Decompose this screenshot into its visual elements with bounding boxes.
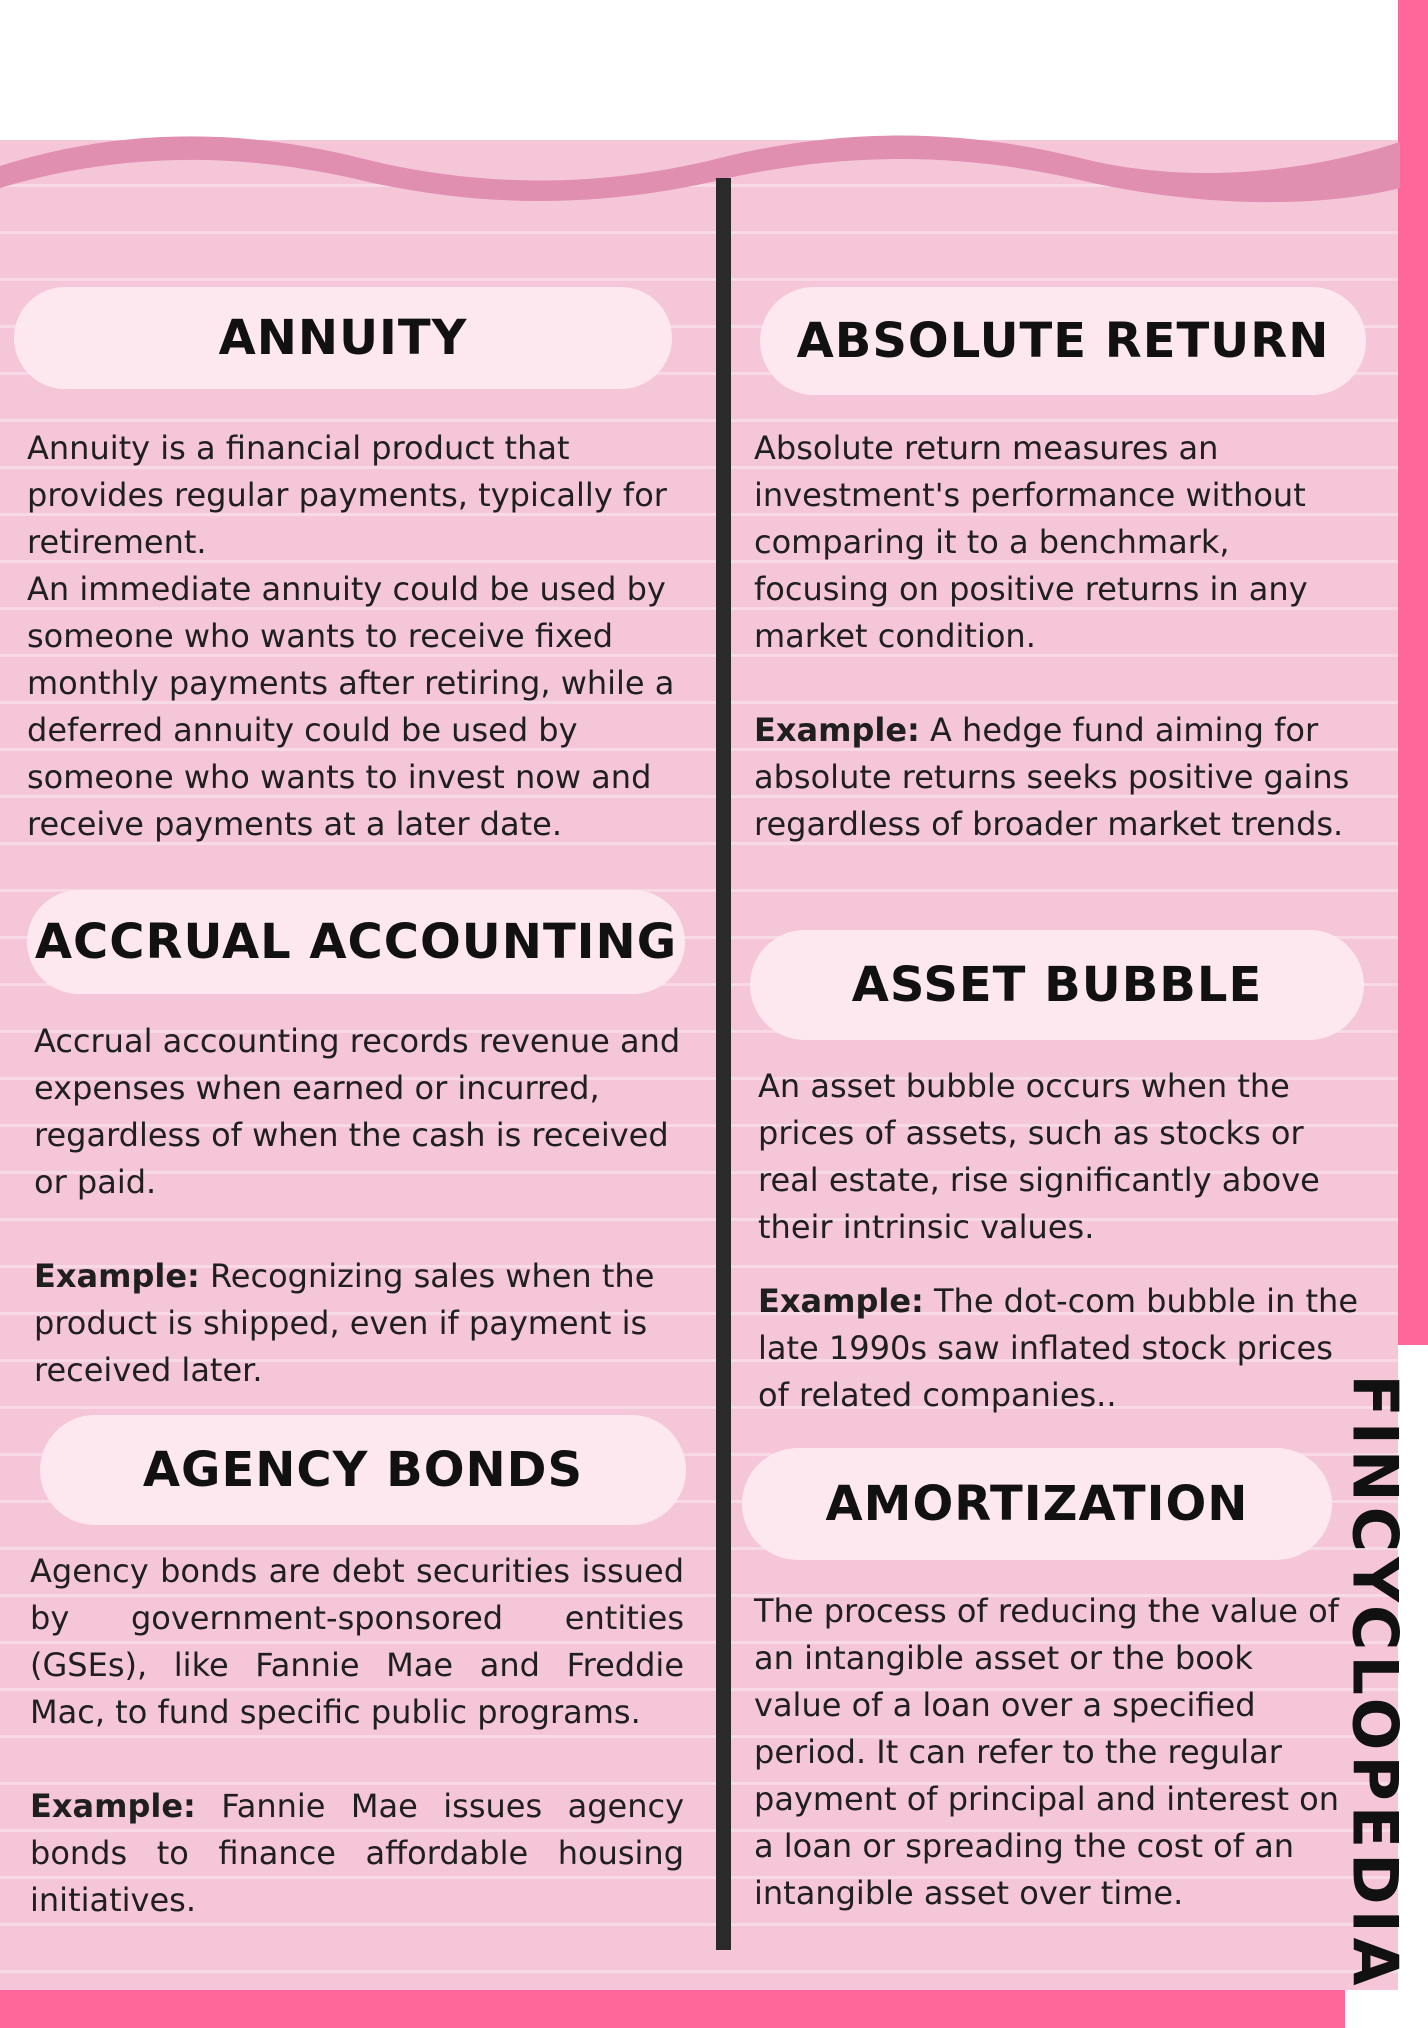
brand-text: FINCYCLOPEDIA [1338,1373,1412,1991]
asset-bubble-definition: An asset bubble occurs when the prices of assets, such as stocks or real estate, rise significantly above their intrinsic values. [758,1067,1320,1246]
absolute-return-example [754,707,1364,848]
asset-bubble-example-text: The dot-com bubble in the late 1990s saw inflated stock prices of related companies.. [758,1282,1358,1414]
agency-example-text: Fannie Mae issues agency bonds to finance affordable housing initiatives. [30,1787,685,1919]
agency-bonds-heading: AGENCY BONDS [40,1415,686,1525]
annuity-definition: Annuity is a financial product that provides regular payments, typically for retirement. [27,429,667,561]
accrual-example-text: Recognizing sales when the product is shipped, even if payment is received later. [34,1257,655,1389]
asset-bubble-heading: ASSET BUBBLE [750,930,1364,1040]
annuity-detail: An immediate annuity could be used by someone who wants to receive fixed monthly payments after retiring, while a deferred annuity could be used by someone who wants to invest now and receive payments at a later date. [27,570,675,843]
absolute-return-body [754,425,1364,848]
asset-bubble-example [758,1278,1358,1419]
asset-bubble-body [758,1063,1358,1419]
brand-wordmark [1320,1373,1428,1991]
absolute-return-example-text: A hedge fund aiming for absolute returns seeks positive gains regardless of broader market trends. [754,711,1350,843]
example-label: Example: [758,1282,924,1320]
agency-definition: Agency bonds are debt securities issued by government-sponsored entities (GSEs), like Fannie Mae and Freddie Mac, to fund specific public programs. [30,1552,684,1731]
annuity-body [27,425,695,848]
accent-bar-bottom [0,1990,1345,2028]
wave-border [0,118,1400,208]
agency-example [30,1783,684,1924]
absolute-return-heading: ABSOLUTE RETURN [760,287,1366,395]
accent-bar-right [1398,0,1428,1345]
accrual-accounting-body [34,1018,704,1394]
amortization-heading: AMORTIZATION [742,1448,1332,1560]
amortization-body [754,1588,1344,1917]
annuity-heading: ANNUITY [14,287,672,389]
accrual-accounting-heading: ACCRUAL ACCOUNTING [27,890,685,994]
example-label: Example: [754,711,920,749]
column-divider [716,178,731,1950]
example-label: Example: [30,1787,196,1825]
agency-bonds-body [30,1548,684,1924]
amortization-definition: The process of reducing the value of an intangible asset or the book value of a loan over a specified period. It can refer to the regular payment of principal and interest on a loan or spreading the cost of an intangible asset over time. [754,1592,1340,1912]
example-label: Example: [34,1257,200,1295]
accrual-definition: Accrual accounting records revenue and expenses when earned or incurred, regardless of when the cash is received or paid. [34,1022,681,1201]
absolute-return-definition: Absolute return measures an investment's performance without comparing it to a benchmark, focusing on positive returns in any market condition. [754,429,1308,655]
accrual-example [34,1253,704,1394]
